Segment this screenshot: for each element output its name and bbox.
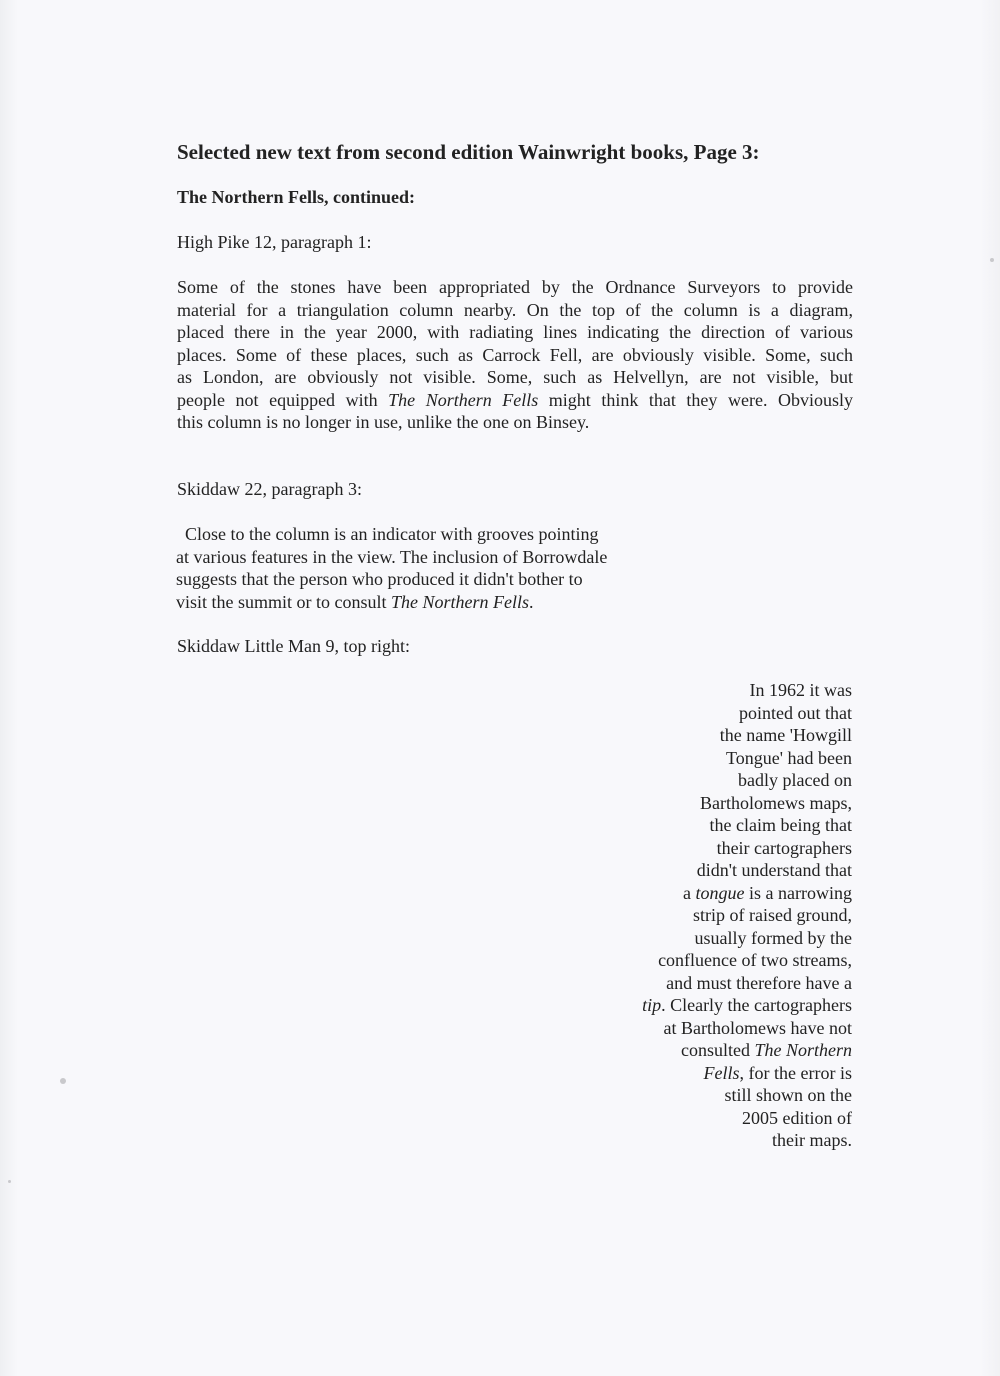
text-line bbox=[560, 1062, 852, 1085]
text-line bbox=[560, 837, 852, 860]
text-run: didn't understand that bbox=[696, 860, 852, 880]
text-run: material for a triangulation column nearby. On the top of the column is a diagram, bbox=[177, 299, 853, 320]
entry-body-skiddaw-little-man bbox=[560, 679, 852, 1152]
text-run: strip of raised ground, bbox=[693, 905, 852, 925]
text-run: . bbox=[529, 591, 534, 612]
text-line bbox=[560, 1039, 852, 1062]
text-line bbox=[176, 523, 656, 546]
text-run: still shown on the bbox=[724, 1085, 852, 1105]
text-line bbox=[560, 792, 852, 815]
text-line bbox=[560, 927, 852, 950]
text-line bbox=[560, 769, 852, 792]
text-run: the name 'Howgill bbox=[719, 725, 852, 745]
text-line bbox=[177, 276, 853, 299]
text-line bbox=[560, 702, 852, 725]
text-line bbox=[177, 299, 853, 322]
text-run: visit the summit or to consult bbox=[176, 591, 391, 612]
scan-speck bbox=[990, 258, 994, 262]
text-line bbox=[560, 1017, 852, 1040]
text-run: at Bartholomews have not bbox=[663, 1017, 852, 1038]
italic-title: Fells bbox=[703, 1062, 740, 1083]
italic-title: tip bbox=[642, 995, 662, 1015]
scan-speck bbox=[8, 1180, 11, 1183]
italic-title: The Northern Fells bbox=[388, 389, 539, 410]
text-line bbox=[560, 747, 852, 770]
text-line bbox=[560, 1129, 852, 1152]
text-line bbox=[176, 546, 656, 569]
text-line bbox=[560, 972, 852, 995]
text-run: 2005 edition of bbox=[742, 1107, 852, 1128]
text-line bbox=[176, 591, 656, 614]
text-run: Tongue' had been bbox=[726, 747, 852, 768]
text-run: consulted bbox=[680, 1040, 755, 1060]
entry-body-skiddaw bbox=[176, 523, 656, 613]
scan-speck bbox=[60, 1078, 66, 1084]
text-run: suggests that the person who produced it didn't bother to bbox=[176, 569, 583, 589]
text-run: a bbox=[683, 882, 696, 903]
italic-title: The Northern Fells bbox=[391, 591, 529, 612]
text-run: Some of the stones have been appropriated by the Ordnance Surveyors to provide bbox=[177, 277, 853, 297]
text-run: might think that they were. Obviously bbox=[538, 389, 853, 410]
text-run: people not equipped with bbox=[177, 389, 389, 410]
text-run: is a narrowing bbox=[744, 882, 852, 903]
text-line bbox=[177, 366, 853, 389]
text-run: places. Some of these places, such as Carrock Fell, are obviously visible. Some, such bbox=[177, 344, 853, 365]
entry-label-skiddaw: Skiddaw 22, paragraph 3: bbox=[177, 479, 362, 499]
italic-title: tongue bbox=[695, 882, 745, 903]
text-run: the claim being that bbox=[709, 815, 852, 835]
text-run: usually formed by the bbox=[694, 927, 852, 948]
text-line bbox=[560, 904, 852, 927]
text-run: placed there in the year 2000, with radiating lines indicating the direction of various bbox=[177, 322, 853, 342]
text-line bbox=[560, 1084, 852, 1107]
text-line bbox=[177, 344, 853, 367]
text-line bbox=[560, 949, 852, 972]
text-run: as London, are obviously not visible. Some, such as Helvellyn, are not visible, but bbox=[177, 367, 853, 387]
text-line bbox=[560, 859, 852, 882]
page-title: Selected new text from second edition Wainwright books, Page 3: bbox=[177, 140, 760, 164]
text-line bbox=[177, 411, 853, 434]
entry-label-high-pike: High Pike 12, paragraph 1: bbox=[177, 232, 372, 252]
text-run: badly placed on bbox=[738, 770, 852, 790]
text-run: this column is no longer in use, unlike the one on Binsey. bbox=[177, 412, 590, 432]
text-line bbox=[177, 389, 853, 412]
text-line bbox=[560, 724, 852, 747]
text-line bbox=[177, 321, 853, 344]
text-run: confluence of two streams, bbox=[658, 950, 852, 970]
text-line bbox=[560, 814, 852, 837]
text-line bbox=[560, 1107, 852, 1130]
section-heading: The Northern Fells, continued: bbox=[177, 187, 415, 207]
text-line bbox=[560, 679, 852, 702]
text-run: Bartholomews maps, bbox=[700, 792, 852, 813]
text-run: In 1962 it was bbox=[749, 680, 852, 700]
text-run: their maps. bbox=[772, 1130, 852, 1150]
text-line bbox=[560, 994, 852, 1017]
entry-body-high-pike bbox=[177, 276, 853, 434]
entry-label-skiddaw-little-man: Skiddaw Little Man 9, top right: bbox=[177, 636, 410, 656]
italic-title: The Northern bbox=[754, 1040, 852, 1060]
text-line bbox=[176, 568, 656, 591]
text-run: pointed out that bbox=[739, 702, 852, 723]
text-run: their cartographers bbox=[716, 837, 852, 858]
text-line bbox=[560, 882, 852, 905]
text-run: , for the error is bbox=[739, 1062, 852, 1083]
text-run: . Clearly the cartographers bbox=[661, 995, 852, 1015]
text-run: Close to the column is an indicator with grooves pointing bbox=[185, 524, 599, 544]
text-run: and must therefore have a bbox=[666, 972, 852, 993]
text-run: at various features in the view. The inclusion of Borrowdale bbox=[176, 546, 608, 567]
